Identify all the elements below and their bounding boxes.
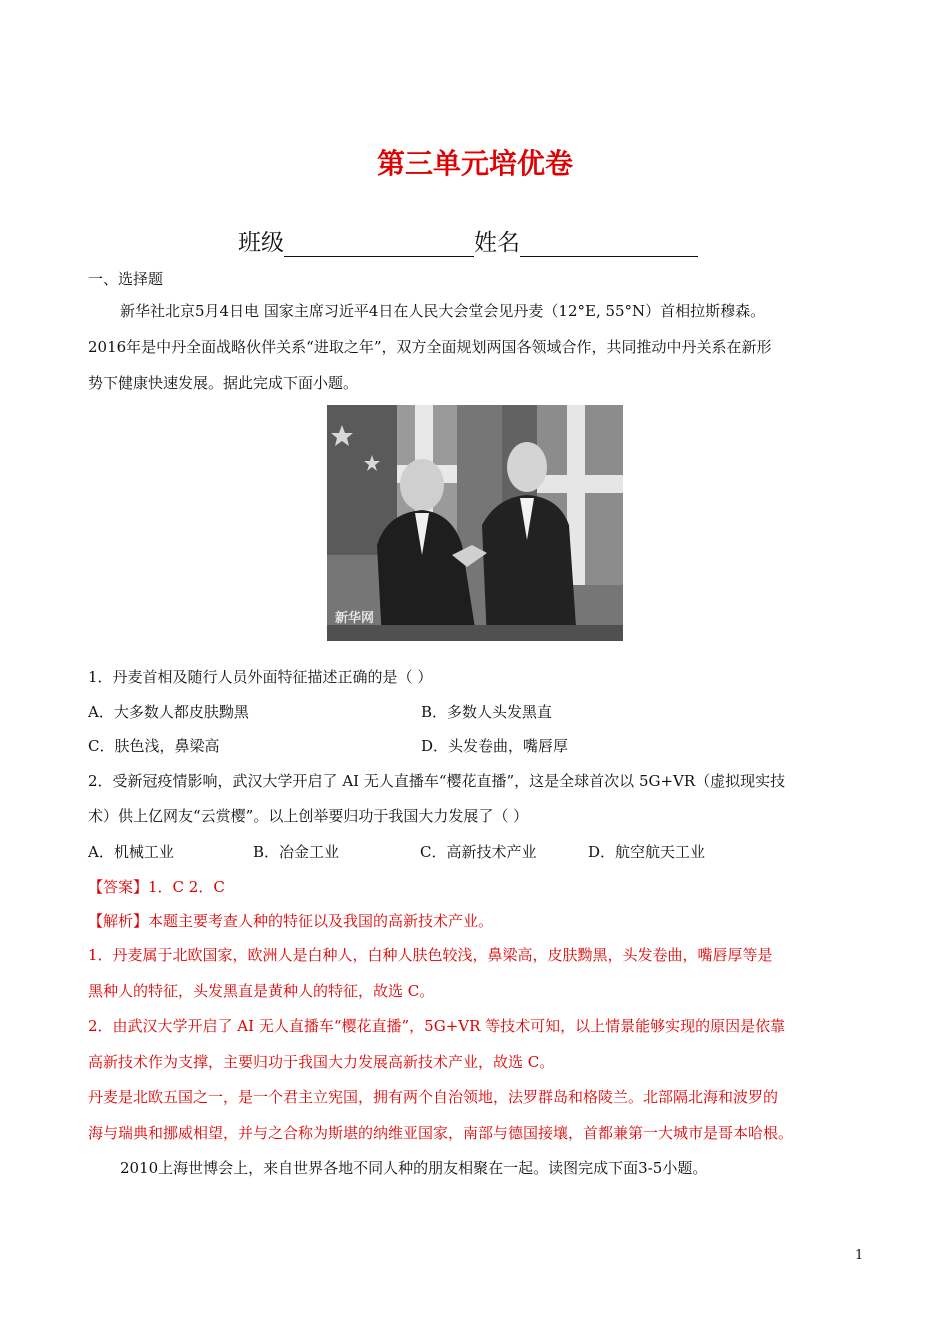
analysis-detail-3: 2．由武汉大学开启了 AI 无人直播车“樱花直播”，5G+VR 等技术可知，以上情景能够实现的原因是依靠: [88, 1017, 786, 1035]
answer-line: [88, 876, 225, 897]
handshake-photo-illustration: [327, 405, 623, 641]
answer-label: 【答案】: [88, 878, 149, 896]
name-label: 姓名: [474, 230, 520, 256]
analysis-label: 【解析】: [88, 912, 149, 930]
name-blank[interactable]: [520, 232, 698, 257]
answer-text: 1．C 2．C: [148, 878, 225, 896]
q2-option-c[interactable]: C．高新技术产业: [420, 843, 537, 861]
analysis-detail-2: 黑种人的特征，头发黑直是黄种人的特征，故选 C。: [88, 982, 435, 1000]
analysis-line: [88, 910, 493, 931]
section-title: 一、选择题: [88, 270, 164, 288]
q2-stem-line-2: 术）供上亿网友“云赏樱”。以上创举要归功于我国大力发展了（ ）: [88, 807, 529, 825]
class-name-line: [238, 224, 698, 257]
analysis-detail-6: 海与瑞典和挪威相望，并与之合称为斯堪的纳维亚国家，南部与德国接壤，首都兼第一大城市是哥本哈根。: [88, 1124, 794, 1142]
q1-option-d[interactable]: D．头发卷曲，嘴唇厚: [421, 737, 569, 755]
analysis-text: 本题主要考查人种的特征以及我国的高新技术产业。: [148, 912, 494, 930]
intro-line-1: 新华社北京5月4日电 国家主席习近平4日在人民大会堂会见丹麦（12°E, 55°N）首相拉斯穆森。: [120, 302, 766, 320]
class-blank[interactable]: [284, 232, 474, 257]
news-photo: [327, 405, 623, 641]
q1-option-b[interactable]: B．多数人头发黑直: [421, 703, 553, 721]
analysis-detail-4: 高新技术作为支撑，主要归功于我国大力发展高新技术产业，故选 C。: [88, 1053, 555, 1071]
q2-option-a[interactable]: A．机械工业: [88, 843, 174, 861]
page-number: 1: [855, 1248, 864, 1263]
page-title: 第三单元培优卷: [376, 147, 573, 180]
next-question-intro: 2010上海世博会上，来自世界各地不同人种的朋友相聚在一起。读图完成下面3-5小题。: [120, 1159, 708, 1177]
intro-line-3: 势下健康快速发展。据此完成下面小题。: [88, 374, 359, 392]
q2-option-b[interactable]: B．冶金工业: [253, 843, 340, 861]
q2-stem-line-1: 2．受新冠疫情影响，武汉大学开启了 AI 无人直播车“樱花直播”，这是全球首次以 5G+VR（虚拟现实技: [88, 772, 786, 790]
intro-line-2: 2016年是中丹全面战略伙伴关系“进取之年”，双方全面规划两国各领域合作，共同推动中丹关系在新形: [88, 338, 772, 356]
analysis-detail-5: 丹麦是北欧五国之一，是一个君主立宪国，拥有两个自治领地，法罗群岛和格陵兰。北部隔北海和波罗的: [88, 1088, 779, 1106]
q2-option-d[interactable]: D．航空航天工业: [588, 843, 706, 861]
analysis-detail-1: 1．丹麦属于北欧国家，欧洲人是白种人，白种人肤色较浅，鼻梁高，皮肤黝黑，头发卷曲，嘴唇厚等是: [88, 946, 773, 964]
q1-option-c[interactable]: C．肤色浅，鼻梁高: [88, 737, 220, 755]
q1-stem: 1．丹麦首相及随行人员外面特征描述正确的是（ ）: [88, 668, 433, 686]
q1-option-a[interactable]: A．大多数人都皮肤黝黑: [88, 703, 249, 721]
class-label: 班级: [238, 230, 284, 256]
photo-watermark: 新华网: [335, 611, 375, 626]
